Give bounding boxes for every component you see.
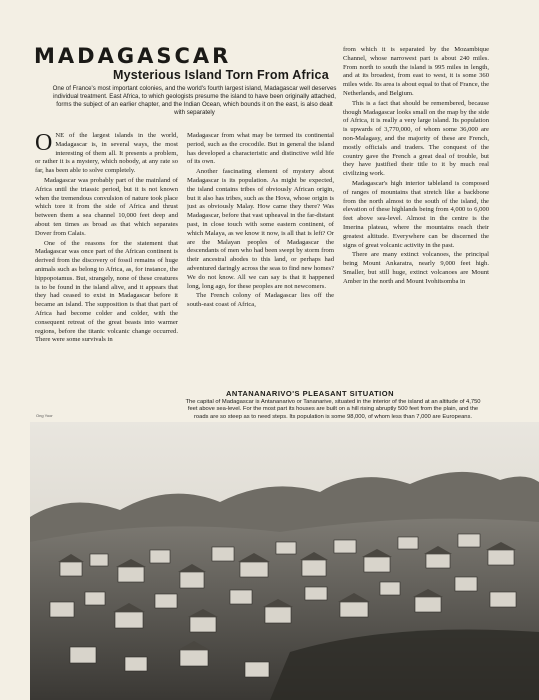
article-subtitle: Mysterious Island Torn From Africa	[113, 68, 329, 82]
photo-illustration	[30, 422, 539, 700]
body-column-3	[343, 46, 489, 387]
photo-caption-text: The capital of Madagascar is Antananarivo or Tananarive, situated in the interior of the island at an altitude of 4,750 feet above sea-level. For the most part its houses are built on a hill rising abruptly 500 feet from the plain, and the roads are so steep as to need steps. Its population is some 98,000, of whom less than 7,000 are Europeans.	[185, 399, 481, 420]
body-paragraph: Madagascar was probably part of the mainland of Africa until the triassic period, but it is not known when the tremendous convulsion of nature took place which tore it from the side of Africa and thrust between them a sea channel 10,000 feet deep and about ten times as broad as that which separates Dover from Calais.	[35, 176, 178, 237]
body-paragraph: from which it is separated by the Mozambique Channel, whose narrowest part is about 240 miles. From north to south the island is 995 miles in length, and at its broadest, from east to west, it is some 360 miles wide. Its area is about equal to that of France, the Netherlands, and Belgium.	[343, 46, 489, 97]
body-column-2	[187, 132, 334, 387]
body-paragraph: ONE of the largest islands in the world, Madagascar is, in several ways, the most interesting of them all. It presents a problem, or rather it is a mystery, which nobody, at any rate so far, has been able to solve completely.	[35, 132, 178, 175]
city-hillside-photo	[30, 422, 539, 700]
body-paragraph: The French colony of Madagascar lies off the south-east coast of Africa,	[187, 292, 334, 309]
photo-caption-title: ANTANANARIVO'S PLEASANT SITUATION	[225, 389, 394, 398]
photo-credit: Ong Yoor	[36, 413, 53, 418]
article-title: MADAGASCAR	[34, 44, 232, 68]
body-column-1	[35, 132, 178, 387]
body-paragraph: Another fascinating element of mystery about Madagascar is its population. As might be expected, the island contains tribes of obviously African origin, but it also has tribes, such as the Hova, whose origin is just as obviously Malay. How came they there? Was Madagascar, before that vast upheaval in the far-distant past, in close touch with some eastern continent, of which Malaya, as we know it now, is all that is left? Or are the Malayan peoples of Madagascar the descendants of men who had been swept by storm from their ancestral abodes to this land, or perhaps had adventured daringly across the seas to find new homes? We do not know. All we can say is that it happened long, long ago, for these peoples are not newcomers.	[187, 168, 334, 290]
drop-cap: O	[35, 132, 53, 156]
body-paragraph: This is a fact that should be remembered, because though Madagascar looks small on the map by the side of Africa, it is really a very large island. Its population is upwards of 3,770,000, of whom some 36,000 are non-Malagasy, and the majority of these are French, mostly officials and traders. The conquest of the country gave the French a great deal of trouble, but they have justified their title to it by much real civilizing work.	[343, 99, 489, 178]
article-intro: One of France's most important colonies, and the world's fourth largest island, Madagascar well deserves individual treatment. East Africa, to which geologists presume the island to have been originally attached, forms the subject of an earlier chapter, and the Indian Ocean, which bounds it on the east, is also dealt with separately	[52, 85, 337, 116]
body-paragraph: There are many extinct volcanoes, the principal being Mount Ankaratra, nearly 9,000 feet high. Smaller, but still huge, extinct volcanoes are Mount Amber in the north and Mount Ivohitsomba in	[343, 251, 489, 285]
body-paragraph: One of the reasons for the statement that Madagascar was once part of the African continent is derived from the discovery of fossil remains of huge animals such as belong to Africa, as, for instance, the hippopotamus. But, strangely, none of these creatures is to be found in the island alive, and it appears that they had ceased to exist in Madagascar before it became an island. The supposition is that that part of Africa had become colder and colder, with the consequent retreat of the great beasts into warmer regions, before the titanic volcanic change occurred. There were some survivals in	[35, 239, 178, 344]
body-paragraph: Madagascar from what may be termed its continental period, such as the crocodile. But in general the island has developed a characteristic and distinctive wild life of its own.	[187, 132, 334, 166]
body-paragraph: Madagascar's high interior tableland is composed of ranges of mountains that stretch like a backbone from the north almost to the south of the island, the elevation of these highlands being from 4,000 to 6,000 feet above sea-level. Almost in the centre is the Imerina plateau, where the mountains reach their greatest altitude. Everywhere can be discerned the signs of great volcanic activity in the past.	[343, 179, 489, 249]
